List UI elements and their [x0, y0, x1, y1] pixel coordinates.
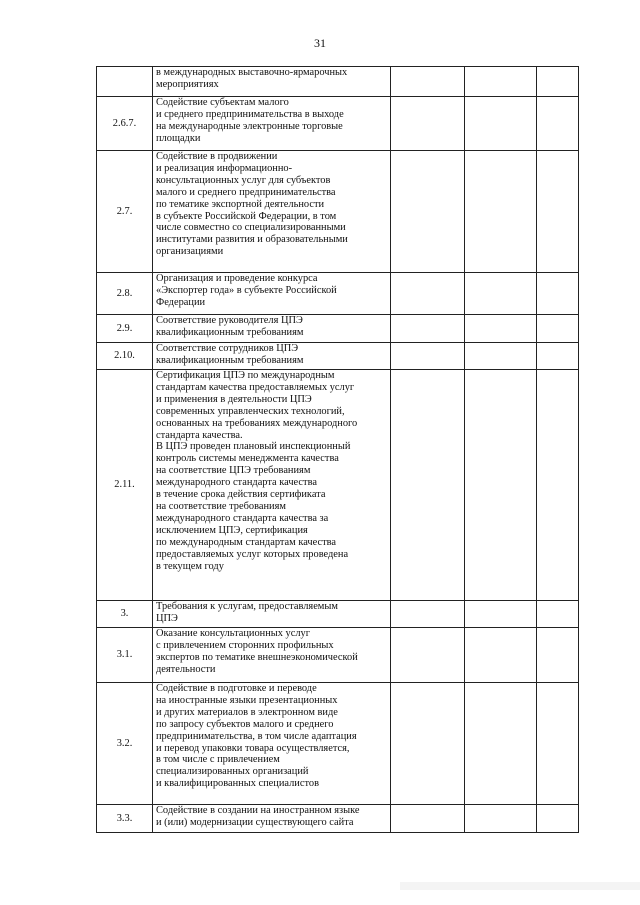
- row-text: Сертификация ЦПЭ по международным стандартам качества предоставляемых услуг и применения в деятельности ЦПЭ современных управленческих технологий, основанных на требованиях международного стандарта качества. В ЦПЭ проведен плановый инспекционный контроль системы менеджмента качества на соответствие ЦПЭ требованиям международного стандарта качества в течение срока действия сертификата на соответствие требованиям международного стандарта качества за исключением ЦПЭ, сертификация по международным стандартам качества предоставляемых услуг которых проведена в текущем году: [153, 370, 391, 601]
- empty-cell: [537, 315, 579, 343]
- empty-cell: [465, 151, 537, 273]
- empty-cell: [537, 628, 579, 683]
- row-number: 2.10.: [97, 343, 153, 370]
- row-number: [97, 67, 153, 97]
- empty-cell: [465, 370, 537, 601]
- empty-cell: [391, 683, 465, 805]
- empty-cell: [537, 151, 579, 273]
- empty-cell: [391, 273, 465, 315]
- empty-cell: [391, 805, 465, 833]
- empty-cell: [537, 805, 579, 833]
- row-text: Содействие в создании на иностранном языке и (или) модернизации существующего сайта: [153, 805, 391, 833]
- row-number: 3.2.: [97, 683, 153, 805]
- row-text: Содействие в подготовке и переводе на иностранные языки презентационных и других материалов в электронном виде по запросу субъектов малого и среднего предпринимательства, в том числе адаптация и перевод упаковки товара осуществляется, в том числе с привлечением специализированных организаций и квалифицированных специалистов: [153, 683, 391, 805]
- empty-cell: [391, 97, 465, 151]
- table-row: [97, 273, 579, 315]
- empty-cell: [391, 315, 465, 343]
- scan-edge-mark: [400, 882, 640, 890]
- table-row: [97, 315, 579, 343]
- empty-cell: [537, 370, 579, 601]
- empty-cell: [391, 370, 465, 601]
- row-number: 3.3.: [97, 805, 153, 833]
- empty-cell: [465, 683, 537, 805]
- empty-cell: [391, 67, 465, 97]
- row-number: 2.11.: [97, 370, 153, 601]
- empty-cell: [465, 67, 537, 97]
- row-number: 3.1.: [97, 628, 153, 683]
- empty-cell: [537, 97, 579, 151]
- empty-cell: [391, 601, 465, 628]
- table-row: [97, 97, 579, 151]
- empty-cell: [537, 273, 579, 315]
- empty-cell: [391, 151, 465, 273]
- table-row: [97, 601, 579, 628]
- empty-cell: [465, 628, 537, 683]
- row-number: 3.: [97, 601, 153, 628]
- row-text: Содействие субъектам малого и среднего предпринимательства в выходе на международные электронные торговые площадки: [153, 97, 391, 151]
- empty-cell: [537, 601, 579, 628]
- table-row: [97, 67, 579, 97]
- table-row: [97, 805, 579, 833]
- empty-cell: [465, 343, 537, 370]
- empty-cell: [537, 343, 579, 370]
- row-number: 2.9.: [97, 315, 153, 343]
- row-text: Оказание консультационных услуг с привлечением сторонних профильных экспертов по тематике внешнеэкономической деятельности: [153, 628, 391, 683]
- table-row: [97, 370, 579, 601]
- row-text: Организация и проведение конкурса «Экспортер года» в субъекте Российской Федерации: [153, 273, 391, 315]
- empty-cell: [465, 805, 537, 833]
- empty-cell: [465, 97, 537, 151]
- empty-cell: [465, 601, 537, 628]
- row-text: Содействие в продвижении и реализация информационно- консультационных услуг для субъектов малого и среднего предпринимательства по тематике экспортной деятельности в субъекте Российской Федерации, в том числе совместно со специализированными институтами развития и образовательными организациями: [153, 151, 391, 273]
- empty-cell: [537, 683, 579, 805]
- page-number: 31: [314, 36, 326, 50]
- empty-cell: [537, 67, 579, 97]
- row-number: 2.6.7.: [97, 97, 153, 151]
- requirements-table: [96, 66, 579, 833]
- row-text: Соответствие сотрудников ЦПЭ квалификационным требованиям: [153, 343, 391, 370]
- table-row: [97, 628, 579, 683]
- row-text: в международных выставочно-ярмарочных мероприятиях: [153, 67, 391, 97]
- table-row: [97, 683, 579, 805]
- table-row: [97, 343, 579, 370]
- row-number: 2.8.: [97, 273, 153, 315]
- empty-cell: [391, 343, 465, 370]
- row-number: 2.7.: [97, 151, 153, 273]
- table-row: [97, 151, 579, 273]
- empty-cell: [465, 273, 537, 315]
- row-text: Требования к услугам, предоставляемым ЦПЭ: [153, 601, 391, 628]
- row-text: Соответствие руководителя ЦПЭ квалификационным требованиям: [153, 315, 391, 343]
- empty-cell: [391, 628, 465, 683]
- empty-cell: [465, 315, 537, 343]
